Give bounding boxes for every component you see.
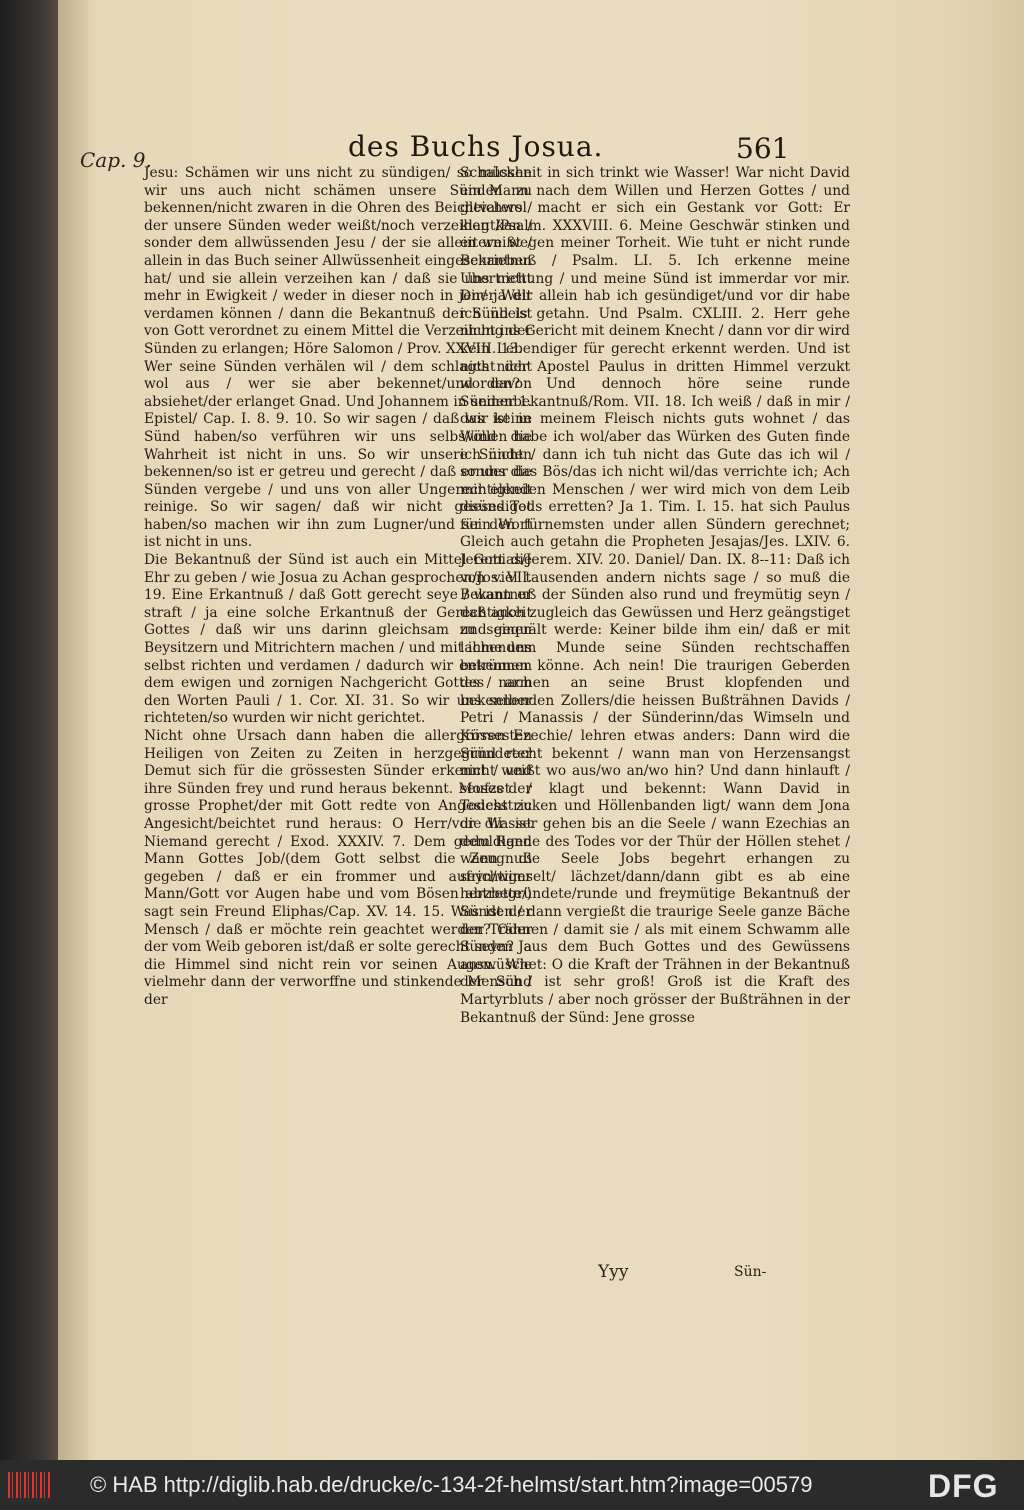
barcode-icon — [8, 1472, 52, 1498]
paragraph: Die Bekantnuß der Sünd ist auch ein Mittel Gott die Ehr zu geben / wie Josua zu Achan gesprochen/Jos. VII. 19. Eine Erkantnuß / daß Gott gerecht seye / wann er straft / ja eine solche Erkantnuß der Gerechtigkeit Gottes / daß wir uns darinn gleichsam zu seinen Beysitzern und Mitrichtern machen / und mit ihme uns selbst richten und verdamen / dadurch wir entrünnen dem ewigen und zornigen Nachgericht Gottes / nach den Worten Pauli / 1. Cor. XI. 31. So wir uns selber richteten/so wurden wir nicht gerichtet. — [144, 552, 532, 727]
page-number: 561 — [736, 132, 790, 165]
signature-mark: Yyy — [598, 1262, 629, 1282]
viewer-footer — [0, 1460, 1024, 1510]
source-link[interactable]: © HAB http://diglib.hab.de/drucke/c-134-2f-helmst/start.htm?image=00579 — [90, 1472, 813, 1497]
paragraph: Schalckheit in sich trinkt wie Wasser! War nicht David ein Mann nach dem Willen und Herzen Gottes / und gleichwol macht er sich ein Gestank vor Gott: Er klagt/Psalm. XXXVIII. 6. Meine Geschwär stinken und eitern wegen meiner Torheit. Wie tuht er nicht runde Bekantnuß / Psalm. LI. 5. Ich erkenne meine Ubertrettung / und meine Sünd ist immerdar vor mir. Dir/ ja dir allein hab ich gesündiget/und vor dir habe ich übels getahn. Und Psalm. CXLIII. 2. Herr gehe nicht ins Gericht mit deinem Knecht / dann vor dir wird kein Lebendiger für gerecht erkennt werden. Und ist nicht der Apostel Paulus in dritten Himmel verzukt worden? Und dennoch höre seine runde Sündenbekantnuß/Rom. VII. 18. Ich weiß / daß in mir / das ist in meinem Fleisch nichts guts wohnet / das Wöllen habe ich wol/aber das Würken des Guten finde ich nicht / dann ich tuh nicht das Gute das ich wil / sonder das Bös/das ich nicht wil/das verrichte ich; Ach mir elenden Menschen / wer wird mich von dem Leib dieses Tods erretten? Ja 1. Tim. I. 15. hat sich Paulus für den fürnemsten under allen Sündern gerechnet; Gleich auch getahn die Propheten Jesajas/Jes. LXIV. 6. Jeremias/Jerem. XIV. 20. Daniel/ Dan. IX. 8--11: Daß ich von viel tausenden andern nichts sage / so muß die Bekantnuß der Sünden also rund und freymütig seyn / daß auch zugleich das Gewüssen und Herz geängstiget und gequält werde: Keiner bilde ihm ein/ daß er mit lachendem Munde seine Sünden rechtschaffen bekennen könne. Ach nein! Die traurigen Geberden des armen an seine Brust klopfenden und bekennenden Zollers/die heissen Bußträhnen Davids / Petri / Manassis / der Sünderinn/das Wimseln und Kirren Ezechie/ lehren etwas anders: Dann wird die Sünd recht bekennt / wann man von Herzensangst nicht weißt wo aus/wo an/wo hin? Und dann hinlauft / seufzet / klagt und bekennt: Wann David in Todesstricken und Höllenbanden ligt/ wann dem Jona die Wasser gehen bis an die Seele / wann Ezechias an dem Rande des Todes vor der Thür der Höllen stehet / wann die Seele Jobs begehrt erhangen zu seyn/wimselt/ lächzet/dann/dann gibt es ab eine herzbegründete/runde und freymütige Bekantnuß der Sünden / dann vergießt die traurige Seele ganze Bäche der Trähnen / damit sie / als mit einem Schwamm alle Sünden aus dem Buch Gottes und des Gewüssens auswüschet: O die Kraft der Trähnen in der Bekantnuß der Sünd ist sehr groß! Groß ist die Kraft des Martyrbluts / aber noch grösser der Bußträhnen in der Bekantnuß der Sünd: Jene grosse — [460, 165, 850, 1026]
page-title: des Buchs Josua. — [348, 130, 604, 163]
paragraph: Wer seine Sünden verhälen wil / dem schlagts nicht wol aus / wer sie aber bekennet/und davon absiehet/der erlanget Gnad. Und Johannem in seiner 1. Epistel/ Cap. I. 8. 9. 10. So wir sagen / daß wir keine Sünd haben/so verführen wir uns selbs/und die Wahrheit ist nicht in uns. So wir unsere Sünden bekennen/so ist er getreu und gerecht / daß er uns die Sünden vergebe / und uns von aller Ungerechtigkeit reinige. So wir sagen/ daß wir nicht gesündiget haben/so machen wir ihn zum Lugner/und sein Wort ist nicht in uns. — [144, 358, 532, 551]
catchword: Sün- — [734, 1264, 767, 1280]
paragraph: Nicht ohne Ursach dann haben die allergrössesten Heiligen von Zeiten zu Zeiten in herzgegründeter Demut sich für die grössesten Sünder erkennt / und ihre Sünden frey und rund heraus bekennt. Moses der grosse Prophet/der mit Gott redte von Angesicht zu Angesicht/beichtet rund heraus: O Herr/vor dir ist Niemand gerecht / Exod. XXXIV. 7. Dem geduldigen Mann Gottes Job/(dem Gott selbst die Zeugnuß gegeben / daß er ein frommer und aufrichtiger Mann/Gott vor Augen habe und vom Bösen abtrette/) sagt sein Freund Eliphas/Cap. XV. 14. 15. Was ist der Mensch / daß er möchte rein geachtet werden? Oder der vom Weib geboren ist/daß er solte gerecht seyn? Ja die Himmel sind nicht rein vor seinen Augen. Wie vielmehr dann der verworffne und stinkende Mensch / der — [144, 728, 532, 1008]
right-column — [460, 165, 850, 1027]
chapter-marker: Cap. 9. — [80, 148, 152, 172]
book-gutter-shadow — [0, 0, 60, 1460]
page-edge — [58, 0, 88, 1460]
paragraph: Jesu: Schämen wir uns nicht zu sündigen/ so müssen wir uns auch nicht schämen unsere Sünden zu bekennen/nicht zwaren in die Ohren des Beichtvaters / der unsere Sünden weder weißt/noch verzeihen kan / sonder dem allwüssenden Jesu / der sie allein weißt / allein in das Buch seiner Allwüssenheit eingeschrieben hat/ und sie allein verzeihen kan / daß sie uns nicht mehr in Ewigkeit / weder in dieser noch in jener Welt verdamen können / dann die Bekantnuß der Sünd ist von Gott verordnet zu einem Mittel die Verzeihung der Sünden zu erlangen; Höre Salomon / Prov. XXVIII. 13. — [144, 165, 532, 357]
book-page — [58, 0, 1024, 1460]
dfg-logo: DFG — [928, 1468, 999, 1504]
